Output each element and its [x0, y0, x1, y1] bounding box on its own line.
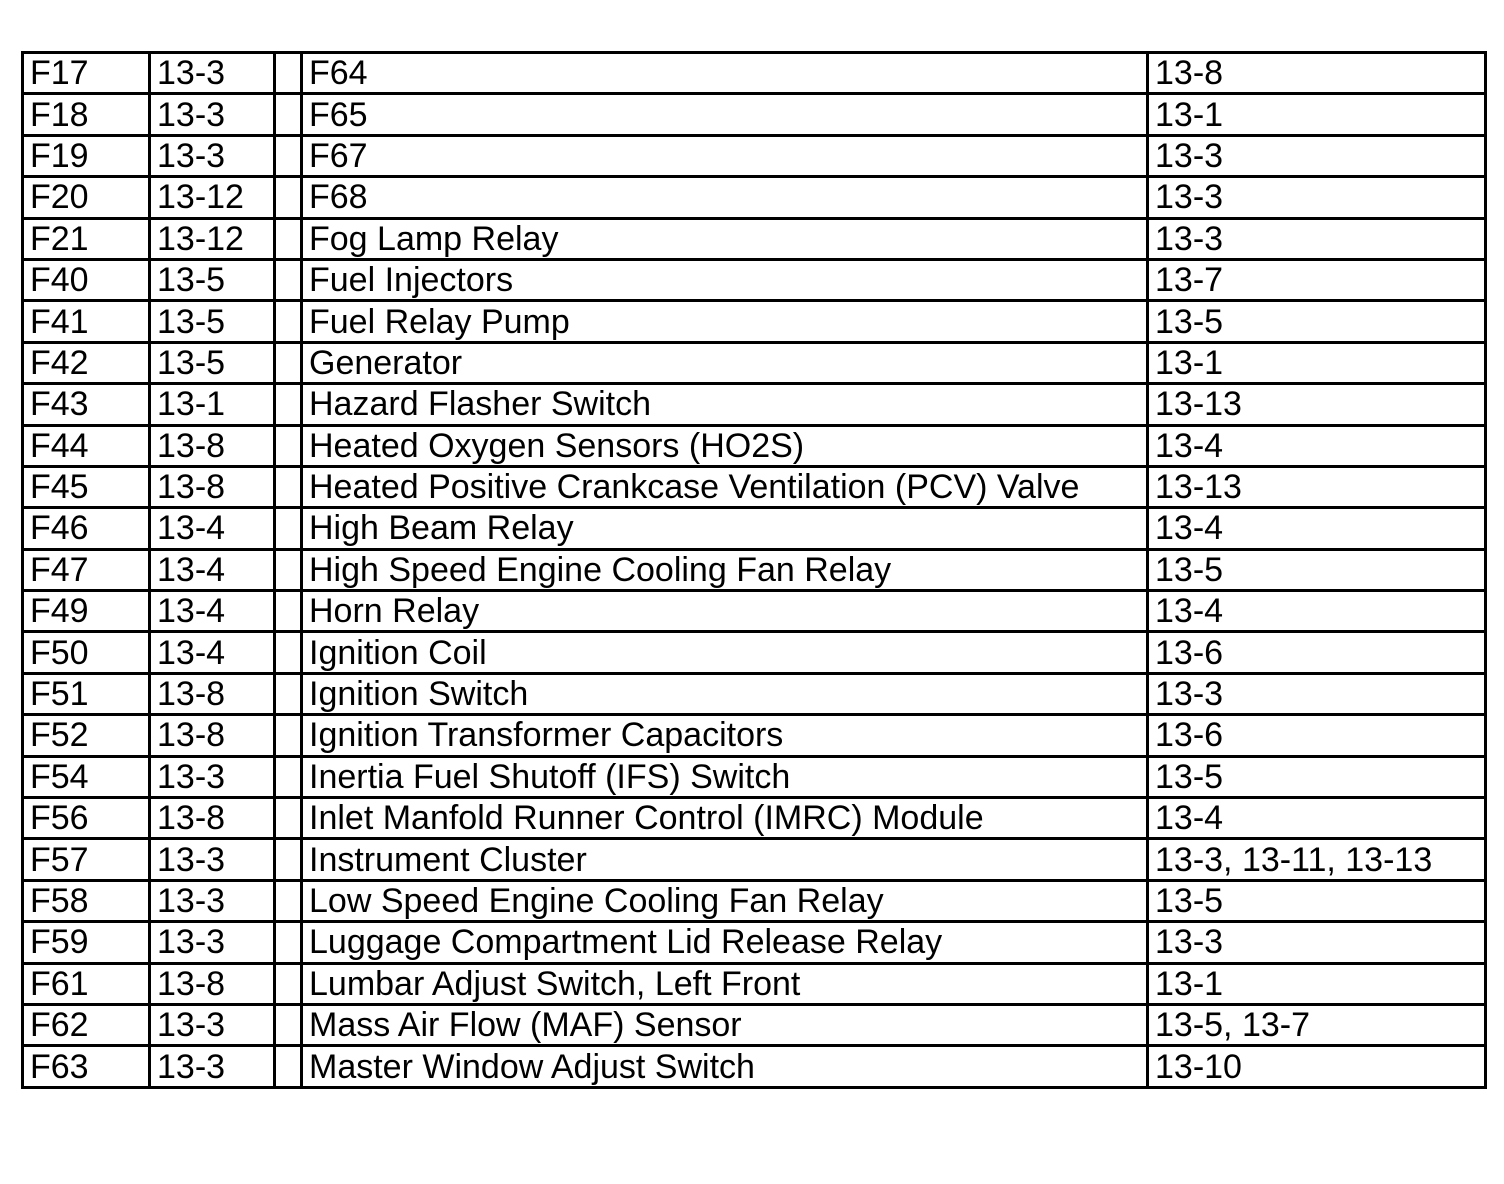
component-page-cell: 13-13 — [1148, 466, 1486, 507]
component-cell: Fog Lamp Relay — [302, 218, 1148, 259]
fuse-cell: F49 — [23, 591, 150, 632]
spacer-cell — [275, 880, 302, 921]
fuse-cell: F47 — [23, 549, 150, 590]
spacer-cell — [275, 798, 302, 839]
table-row — [23, 259, 1486, 300]
spacer-cell — [275, 384, 302, 425]
component-cell: Ignition Transformer Capacitors — [302, 715, 1148, 756]
spacer-cell — [275, 342, 302, 383]
component-page-cell: 13-3 — [1148, 673, 1486, 714]
component-cell: Luggage Compartment Lid Release Relay — [302, 922, 1148, 963]
component-cell: Horn Relay — [302, 591, 1148, 632]
fuse-cell: F42 — [23, 342, 150, 383]
component-cell: Fuel Injectors — [302, 259, 1148, 300]
component-cell: Lumbar Adjust Switch, Left Front — [302, 963, 1148, 1004]
spacer-cell — [275, 632, 302, 673]
component-page-cell: 13-5 — [1148, 549, 1486, 590]
component-page-cell: 13-4 — [1148, 508, 1486, 549]
component-cell: Generator — [302, 342, 1148, 383]
spacer-cell — [275, 922, 302, 963]
component-cell: Heated Oxygen Sensors (HO2S) — [302, 425, 1148, 466]
fuse-page-cell: 13-8 — [150, 715, 275, 756]
spacer-cell — [275, 756, 302, 797]
table-row — [23, 1046, 1486, 1087]
fuse-cell: F56 — [23, 798, 150, 839]
component-page-cell: 13-6 — [1148, 632, 1486, 673]
spacer-cell — [275, 1004, 302, 1045]
fuse-cell: F20 — [23, 177, 150, 218]
spacer-cell — [275, 177, 302, 218]
table-row — [23, 798, 1486, 839]
fuse-cell: F46 — [23, 508, 150, 549]
fuse-cell: F52 — [23, 715, 150, 756]
fuse-page-cell: 13-4 — [150, 591, 275, 632]
fuse-cell: F61 — [23, 963, 150, 1004]
fuse-cell: F57 — [23, 839, 150, 880]
component-cell: Instrument Cluster — [302, 839, 1148, 880]
table-row — [23, 342, 1486, 383]
component-cell: F68 — [302, 177, 1148, 218]
fuse-page-cell: 13-5 — [150, 259, 275, 300]
spacer-cell — [275, 218, 302, 259]
component-page-cell: 13-1 — [1148, 963, 1486, 1004]
component-cell: F65 — [302, 94, 1148, 135]
table-row — [23, 632, 1486, 673]
component-page-cell: 13-1 — [1148, 342, 1486, 383]
fuse-cell: F54 — [23, 756, 150, 797]
table-row — [23, 922, 1486, 963]
fuse-cell: F41 — [23, 301, 150, 342]
table-row — [23, 963, 1486, 1004]
fuse-cell: F40 — [23, 259, 150, 300]
component-cell: Ignition Coil — [302, 632, 1148, 673]
component-cell: Heated Positive Crankcase Ventilation (PCV) Valve — [302, 466, 1148, 507]
fuse-page-cell: 13-5 — [150, 342, 275, 383]
fuse-cell: F45 — [23, 466, 150, 507]
fuse-page-cell: 13-8 — [150, 798, 275, 839]
component-page-cell: 13-3 — [1148, 177, 1486, 218]
fuse-cell: F44 — [23, 425, 150, 466]
table-row — [23, 94, 1486, 135]
component-page-cell: 13-10 — [1148, 1046, 1486, 1087]
component-cell: Low Speed Engine Cooling Fan Relay — [302, 880, 1148, 921]
fuse-cell: F43 — [23, 384, 150, 425]
component-cell: High Beam Relay — [302, 508, 1148, 549]
spacer-cell — [275, 425, 302, 466]
component-page-cell: 13-5 — [1148, 301, 1486, 342]
fuse-cell: F59 — [23, 922, 150, 963]
component-page-cell: 13-5, 13-7 — [1148, 1004, 1486, 1045]
component-cell: Hazard Flasher Switch — [302, 384, 1148, 425]
table-row — [23, 839, 1486, 880]
fuse-page-cell: 13-3 — [150, 53, 275, 94]
fuse-page-cell: 13-4 — [150, 508, 275, 549]
spacer-cell — [275, 715, 302, 756]
fuse-page-cell: 13-3 — [150, 880, 275, 921]
component-cell: Fuel Relay Pump — [302, 301, 1148, 342]
fuse-page-cell: 13-3 — [150, 94, 275, 135]
fuse-cell: F51 — [23, 673, 150, 714]
component-page-cell: 13-7 — [1148, 259, 1486, 300]
fuse-page-cell: 13-4 — [150, 632, 275, 673]
table-row — [23, 715, 1486, 756]
component-page-cell: 13-5 — [1148, 756, 1486, 797]
fuse-page-cell: 13-5 — [150, 301, 275, 342]
component-cell: Mass Air Flow (MAF) Sensor — [302, 1004, 1148, 1045]
table-row — [23, 673, 1486, 714]
component-cell: F67 — [302, 135, 1148, 176]
table-row — [23, 756, 1486, 797]
spacer-cell — [275, 673, 302, 714]
component-cell: Master Window Adjust Switch — [302, 1046, 1148, 1087]
component-cell: Inertia Fuel Shutoff (IFS) Switch — [302, 756, 1148, 797]
component-index-table — [21, 51, 1487, 1089]
fuse-cell: F19 — [23, 135, 150, 176]
fuse-cell: F50 — [23, 632, 150, 673]
fuse-cell: F21 — [23, 218, 150, 259]
fuse-cell: F58 — [23, 880, 150, 921]
index-table-body — [23, 53, 1486, 1088]
component-page-cell: 13-3 — [1148, 218, 1486, 259]
spacer-cell — [275, 839, 302, 880]
component-page-cell: 13-5 — [1148, 880, 1486, 921]
fuse-page-cell: 13-8 — [150, 466, 275, 507]
fuse-page-cell: 13-8 — [150, 963, 275, 1004]
fuse-page-cell: 13-12 — [150, 218, 275, 259]
component-cell: Inlet Manfold Runner Control (IMRC) Module — [302, 798, 1148, 839]
table-row — [23, 466, 1486, 507]
fuse-cell: F18 — [23, 94, 150, 135]
table-row — [23, 1004, 1486, 1045]
fuse-page-cell: 13-8 — [150, 673, 275, 714]
component-cell: Ignition Switch — [302, 673, 1148, 714]
table-row — [23, 425, 1486, 466]
fuse-cell: F63 — [23, 1046, 150, 1087]
spacer-cell — [275, 1046, 302, 1087]
table-row — [23, 218, 1486, 259]
table-row — [23, 177, 1486, 218]
table-row — [23, 549, 1486, 590]
table-row — [23, 301, 1486, 342]
fuse-page-cell: 13-12 — [150, 177, 275, 218]
spacer-cell — [275, 135, 302, 176]
spacer-cell — [275, 549, 302, 590]
fuse-page-cell: 13-8 — [150, 425, 275, 466]
component-page-cell: 13-3 — [1148, 135, 1486, 176]
table-row — [23, 53, 1486, 94]
spacer-cell — [275, 53, 302, 94]
fuse-page-cell: 13-3 — [150, 135, 275, 176]
fuse-page-cell: 13-3 — [150, 1046, 275, 1087]
fuse-page-cell: 13-1 — [150, 384, 275, 425]
spacer-cell — [275, 963, 302, 1004]
fuse-page-cell: 13-3 — [150, 922, 275, 963]
table-row — [23, 508, 1486, 549]
table-row — [23, 591, 1486, 632]
component-cell: High Speed Engine Cooling Fan Relay — [302, 549, 1148, 590]
spacer-cell — [275, 466, 302, 507]
spacer-cell — [275, 508, 302, 549]
fuse-cell: F62 — [23, 1004, 150, 1045]
spacer-cell — [275, 259, 302, 300]
component-page-cell: 13-4 — [1148, 798, 1486, 839]
component-cell: F64 — [302, 53, 1148, 94]
fuse-page-cell: 13-4 — [150, 549, 275, 590]
component-page-cell: 13-8 — [1148, 53, 1486, 94]
table-row — [23, 880, 1486, 921]
table-row — [23, 135, 1486, 176]
spacer-cell — [275, 94, 302, 135]
fuse-page-cell: 13-3 — [150, 839, 275, 880]
spacer-cell — [275, 591, 302, 632]
fuse-page-cell: 13-3 — [150, 1004, 275, 1045]
spacer-cell — [275, 301, 302, 342]
component-page-cell: 13-13 — [1148, 384, 1486, 425]
index-sheet — [21, 51, 1484, 1089]
component-page-cell: 13-1 — [1148, 94, 1486, 135]
component-page-cell: 13-3, 13-11, 13-13 — [1148, 839, 1486, 880]
component-page-cell: 13-3 — [1148, 922, 1486, 963]
fuse-page-cell: 13-3 — [150, 756, 275, 797]
fuse-cell: F17 — [23, 53, 150, 94]
component-page-cell: 13-4 — [1148, 425, 1486, 466]
table-row — [23, 384, 1486, 425]
component-page-cell: 13-6 — [1148, 715, 1486, 756]
component-page-cell: 13-4 — [1148, 591, 1486, 632]
